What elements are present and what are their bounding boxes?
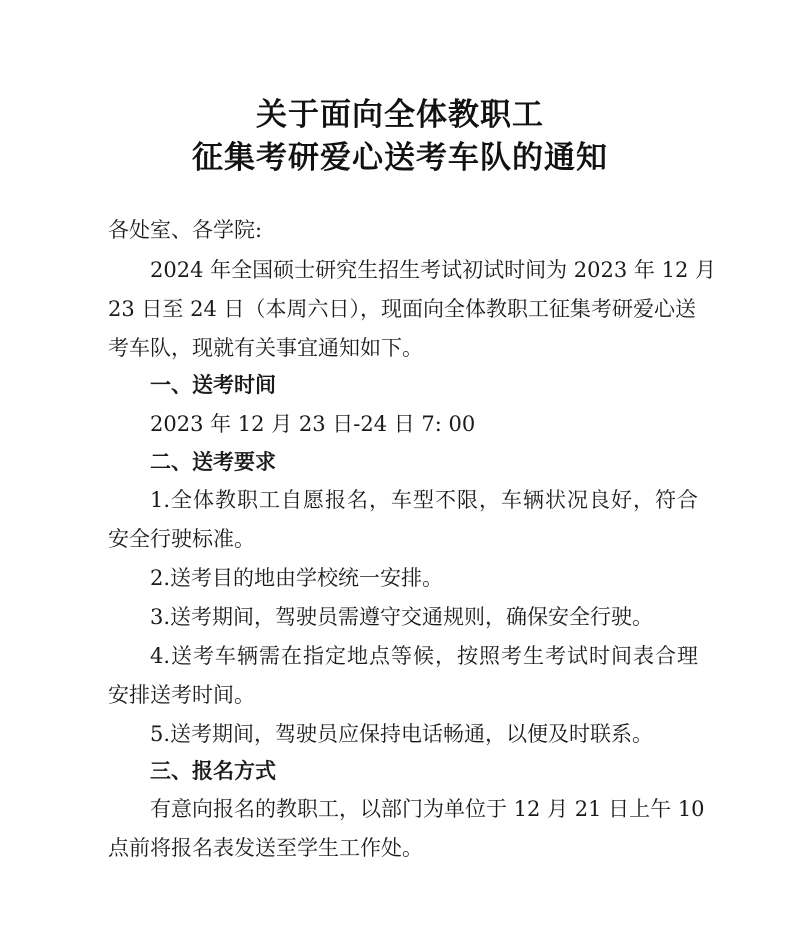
intro-line-1: 2024 年全国硕士研究生招生考试初试时间为 2023 年 12 月 xyxy=(150,258,716,282)
section-2-heading: 二、送考要求 xyxy=(150,450,276,474)
requirement-5: 5.送考期间，驾驶员应保持电话畅通，以便及时联系。 xyxy=(150,722,654,746)
document-title-line-1: 关于面向全体教职工 xyxy=(256,97,544,133)
requirement-1-line-1: 1.全体教职工自愿报名，车型不限，车辆状况良好，符合 xyxy=(150,488,698,512)
salutation: 各处室、各学院: xyxy=(108,218,263,242)
section-3-heading: 三、报名方式 xyxy=(150,759,276,783)
intro-line-3: 考车队，现就有关事宜通知如下。 xyxy=(108,336,423,360)
requirement-4-line-1: 4.送考车辆需在指定地点等候，按照考生考试时间表合理 xyxy=(150,644,698,668)
section-3-line-1: 有意向报名的教职工，以部门为单位于 12 月 21 日上午 10 xyxy=(150,797,705,821)
document-title-line-2: 征集考研爱心送考车队的通知 xyxy=(192,140,608,176)
requirement-1-line-2: 安全行驶标准。 xyxy=(108,527,255,551)
intro-line-2: 23 日至 24 日（本周六日），现面向全体教职工征集考研爱心送 xyxy=(108,297,696,321)
section-1-heading: 一、送考时间 xyxy=(150,373,276,397)
requirement-4-line-2: 安排送考时间。 xyxy=(108,683,255,707)
requirement-3: 3.送考期间，驾驶员需遵守交通规则，确保安全行驶。 xyxy=(150,605,654,629)
section-1-text: 2023 年 12 月 23 日-24 日 7: 00 xyxy=(150,412,476,436)
section-3-line-2: 点前将报名表发送至学生工作处。 xyxy=(108,836,423,860)
requirement-2: 2.送考目的地由学校统一安排。 xyxy=(150,566,444,590)
